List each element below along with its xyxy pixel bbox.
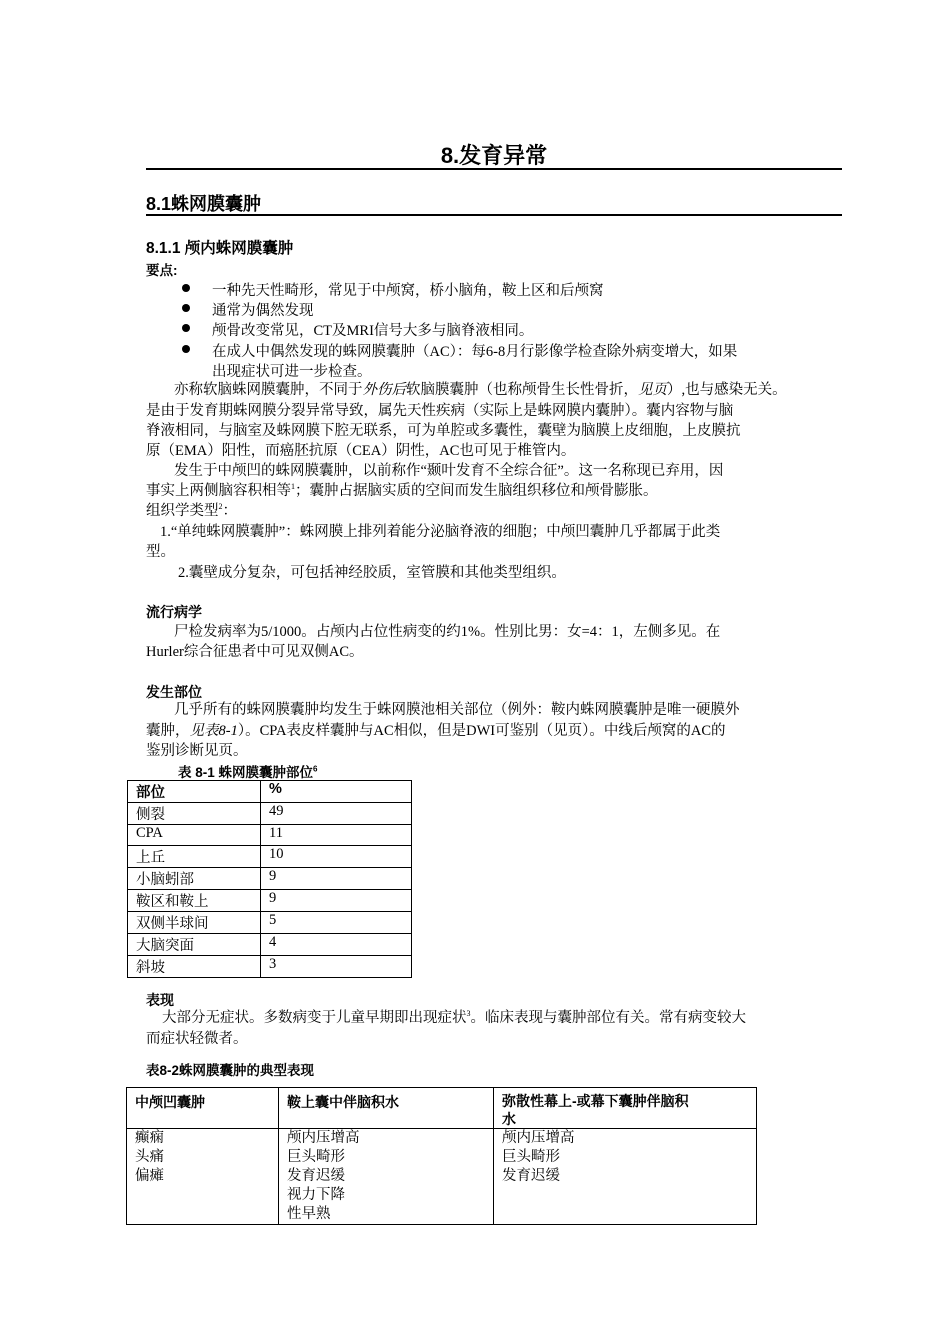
epidemiology-heading: 流行病学 <box>146 604 202 620</box>
location-line3: 鉴别诊断见页。 <box>146 743 248 759</box>
table-cell: 癫痫 头痛 偏瘫 <box>127 1129 279 1225</box>
table-header-row <box>127 1088 757 1129</box>
histology-item1-cont: 型。 <box>146 544 175 560</box>
table-cell: 颅内压增高 巨头畸形 发育迟缓 <box>494 1129 757 1225</box>
table2-caption: 表8-2蛛网膜囊肿的典型表现 <box>146 1063 315 1078</box>
table-cell: 5 <box>261 912 412 934</box>
section-rule <box>146 214 842 216</box>
presentation-line2: 而症状轻微者。 <box>146 1031 248 1047</box>
table-header-cell: 鞍上囊中伴脑积水 <box>279 1088 494 1129</box>
location-heading: 发生部位 <box>146 684 202 700</box>
bullet-item: 在成人中偶然发现的蛛网膜囊肿（AC）：每6-8月行影像学检查除外病变增大，如果 <box>212 344 738 360</box>
table-row <box>128 934 412 956</box>
table-header-cell: 部位 <box>128 781 261 803</box>
table-row <box>128 846 412 868</box>
table-cell: 小脑蚓部 <box>128 868 261 890</box>
table2 <box>126 1087 757 1225</box>
table-header-cell: 弥散性幕上-或幕下囊肿伴脑积 水 <box>494 1088 757 1129</box>
histology-label: 组织学类型$^2$： <box>146 502 237 519</box>
table-cell: 斜坡 <box>128 956 261 978</box>
table-cell: 3 <box>261 956 412 978</box>
bullet-dot <box>182 324 190 332</box>
table-header-row <box>128 781 412 803</box>
table-row <box>128 825 412 846</box>
table-row <box>128 890 412 912</box>
table1-caption: 表 8-1 蛛网膜囊肿部位$^6$ <box>178 764 318 780</box>
table-row <box>127 1129 757 1225</box>
key-points-label: 要点: <box>146 263 178 278</box>
bullet-item: 通常为偶然发现 <box>212 303 314 319</box>
para2-line2: 事实上两侧脑容积相等$^1$；囊肿占据脑实质的空间而发生脑组织移位和颅骨膨胀。 <box>146 482 658 499</box>
section-title: 8.1蛛网膜囊肿 <box>146 194 262 214</box>
para1-line4: 原（EMA）阳性，而癌胚抗原（CEA）阴性，AC也可见于椎管内。 <box>146 443 576 459</box>
chapter-title: 8.发育异常 <box>440 143 548 168</box>
presentation-heading: 表现 <box>146 992 174 1008</box>
table-cell: 颅内压增高 巨头畸形 发育迟缓 视力下降 性早熟 <box>279 1129 494 1225</box>
table-header-cell: 中颅凹囊肿 <box>127 1088 279 1129</box>
bullet-item: 颅骨改变常见，CT及MRI信号大多与脑脊液相同。 <box>212 323 534 339</box>
bullet-item-continued: 出现症状可进一步检查。 <box>212 364 372 380</box>
subsection-title: 8.1.1 颅内蛛网膜囊肿 <box>146 240 294 257</box>
table-cell: 4 <box>261 934 412 956</box>
para2-line1: 发生于中颅凹的蛛网膜囊肿，以前称作“颞叶发育不全综合征”。这一名称现已弃用，因 <box>174 463 724 479</box>
histology-item1: 1.“单纯蛛网膜囊肿”：蛛网膜上排列着能分泌脑脊液的细胞；中颅凹囊肿几乎都属于此类 <box>160 524 721 540</box>
table-cell: 侧裂 <box>128 803 261 825</box>
para1-line3: 脊液相同，与脑室及蛛网膜下腔无联系，可为单腔或多囊性，囊壁为脑膜上皮细胞，上皮膜抗 <box>146 423 741 439</box>
table-row <box>128 868 412 890</box>
table1 <box>127 780 412 978</box>
histology-item2: 2.囊壁成分复杂，可包括神经胶质，室管膜和其他类型组织。 <box>178 565 566 581</box>
chapter-rule <box>146 168 842 170</box>
table-cell: 上丘 <box>128 846 261 868</box>
table-cell: 10 <box>261 846 412 868</box>
bullet-dot <box>182 304 190 312</box>
table-cell: 49 <box>261 803 412 825</box>
epidemiology-line2: Hurler综合征患者中可见双侧AC。 <box>146 644 364 660</box>
table-row <box>128 803 412 825</box>
table-cell: 9 <box>261 890 412 912</box>
bullet-dot <box>182 345 190 353</box>
table-header-cell: % <box>261 781 412 803</box>
table-row <box>128 956 412 978</box>
table-cell: 9 <box>261 868 412 890</box>
location-line1: 几乎所有的蛛网膜囊肿均发生于蛛网膜池相关部位（例外：鞍内蛛网膜囊肿是唯一硬膜外 <box>174 702 740 718</box>
bullet-dot <box>182 284 190 292</box>
table-cell: 双侧半球间 <box>128 912 261 934</box>
table-cell: 大脑突面 <box>128 934 261 956</box>
epidemiology-line1: 尸检发病率为5/1000。占颅内占位性病变的约1%。性别比男：女=4：1，左侧多见。在 <box>174 624 721 640</box>
table-cell: CPA <box>128 825 261 846</box>
location-line2: 囊肿，见表8-1）。CPA表皮样囊肿与AC相似，但是DWI可鉴别（见页）。中线后颅窝的AC的 <box>146 723 726 739</box>
para1-line1: 亦称软脑蛛网膜囊肿，不同于外伤后软脑膜囊肿（也称颅骨生长性骨折，见页）,也与感染无关。 <box>174 382 787 398</box>
table-cell: 鞍区和鞍上 <box>128 890 261 912</box>
table-row <box>128 912 412 934</box>
para1-line2: 是由于发育期蛛网膜分裂异常导致，属先天性疾病（实际上是蛛网膜内囊肿）。囊内容物与脑 <box>146 403 734 419</box>
presentation-line1: 大部分无症状。多数病变于儿童早期即出现症状$^3$。临床表现与囊肿部位有关。常有病变较大 <box>162 1009 746 1026</box>
bullet-item: 一种先天性畸形，常见于中颅窝，桥小脑角，鞍上区和后颅窝 <box>212 283 604 299</box>
table-cell: 11 <box>261 825 412 846</box>
